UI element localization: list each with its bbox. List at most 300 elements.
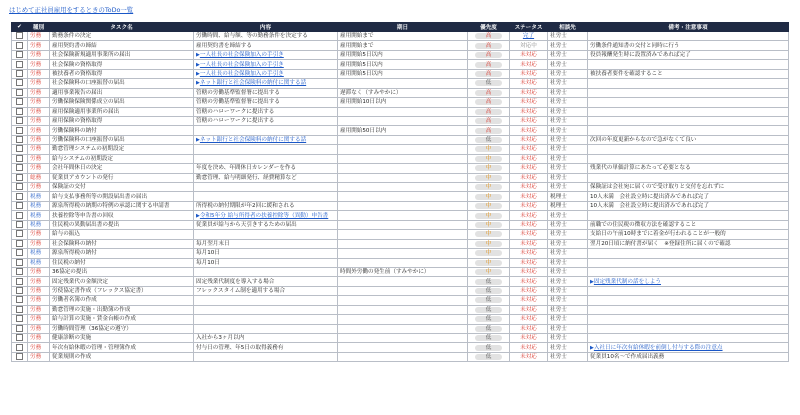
task-cell: 雇用保険適用事業所の届出	[50, 107, 194, 116]
priority-pill[interactable]: 高	[475, 33, 502, 39]
status-cell[interactable]	[510, 41, 548, 50]
content-link[interactable]: 一人社長の社会保険加入の手引き	[199, 61, 284, 68]
priority-cell[interactable]	[468, 296, 510, 305]
checkbox[interactable]	[16, 61, 23, 68]
content-text: 管轄の労働基準監督署に提出する	[196, 99, 280, 106]
checkbox-cell[interactable]	[12, 296, 28, 305]
priority-cell[interactable]	[468, 116, 510, 125]
status-value[interactable]: 未対応	[520, 259, 537, 266]
priority-pill[interactable]: 高	[475, 71, 502, 77]
priority-cell[interactable]	[468, 324, 510, 333]
content-text: 固定残業代制度を導入する場合	[196, 278, 275, 285]
content-link[interactable]: 令和5年分 給与所得者の扶養控除等（異動）申告書	[199, 212, 329, 219]
checkbox-cell[interactable]	[12, 145, 28, 154]
header-row	[12, 23, 789, 32]
contact-cell: 社労士	[548, 211, 588, 220]
checkbox-cell[interactable]	[12, 286, 28, 295]
content-text: 入社から3ヶ月以内	[196, 335, 245, 342]
priority-cell[interactable]	[468, 60, 510, 69]
status-value[interactable]: 未対応	[520, 146, 537, 153]
status-value[interactable]: 未対応	[520, 137, 537, 144]
status-value[interactable]: 未対応	[520, 108, 537, 115]
priority-pill[interactable]: 中	[475, 269, 502, 275]
status-cell[interactable]	[510, 135, 548, 144]
status-value[interactable]: 未対応	[520, 80, 537, 87]
checkbox-cell[interactable]	[12, 201, 28, 210]
category-cell: 労務	[28, 98, 50, 107]
status-cell[interactable]	[510, 239, 548, 248]
table-row	[12, 286, 789, 295]
priority-cell[interactable]	[468, 277, 510, 286]
todo-table	[11, 22, 789, 362]
checkbox[interactable]	[16, 259, 23, 266]
status-value[interactable]: 未対応	[520, 269, 537, 276]
status-value[interactable]: 未対応	[520, 174, 537, 181]
priority-cell[interactable]	[468, 258, 510, 267]
notes-cell	[588, 211, 789, 220]
priority-cell[interactable]	[468, 334, 510, 343]
priority-cell[interactable]	[468, 343, 510, 352]
priority-cell[interactable]	[468, 315, 510, 324]
checkbox-cell[interactable]	[12, 135, 28, 144]
notes-cell	[588, 324, 789, 333]
content-cell	[194, 135, 338, 144]
notes-cell	[588, 135, 789, 144]
status-value[interactable]: 未対応	[520, 212, 537, 219]
notes-cell	[588, 32, 789, 41]
status-value[interactable]: 未対応	[520, 52, 537, 59]
status-value[interactable]: 未対応	[520, 316, 537, 323]
priority-cell[interactable]	[468, 79, 510, 88]
priority-cell[interactable]	[468, 183, 510, 192]
status-value[interactable]: 未対応	[520, 335, 537, 342]
content-link[interactable]: ネット銀行と社会保険料の納付に関する話	[199, 80, 307, 87]
priority-cell[interactable]	[468, 50, 510, 59]
checkbox[interactable]	[16, 164, 23, 171]
status-value[interactable]: 未対応	[520, 118, 537, 125]
checkbox[interactable]	[16, 32, 23, 39]
status-value[interactable]: 未対応	[520, 231, 537, 238]
priority-cell[interactable]	[468, 352, 510, 361]
content-cell	[194, 107, 338, 116]
notes-cell	[588, 352, 789, 361]
content-text: 年度を決め、年間休日カレンダーを作る	[196, 165, 297, 172]
status-value[interactable]: 未対応	[520, 240, 537, 247]
checkbox[interactable]	[16, 202, 23, 209]
task-cell: 被扶養者の資格取得	[50, 69, 194, 78]
checkbox[interactable]	[16, 315, 23, 322]
status-value[interactable]: 未対応	[520, 155, 537, 162]
deadline-cell	[338, 230, 468, 239]
content-text: 毎月10日	[196, 250, 220, 257]
priority-cell[interactable]	[468, 135, 510, 144]
status-cell[interactable]	[510, 286, 548, 295]
notes-cell	[588, 220, 789, 229]
task-cell: 住民税の異動届出書の提出	[50, 220, 194, 229]
checkbox-cell[interactable]	[12, 324, 28, 333]
status-value[interactable]: 未対応	[520, 278, 537, 285]
priority-cell[interactable]	[468, 164, 510, 173]
status-cell[interactable]	[510, 79, 548, 88]
checkbox[interactable]	[16, 183, 23, 190]
status-cell[interactable]	[510, 267, 548, 276]
content-cell	[194, 69, 338, 78]
priority-pill[interactable]: 中	[475, 146, 502, 152]
header-check: ✔	[12, 23, 28, 32]
priority-cell[interactable]	[468, 126, 510, 135]
content-cell	[194, 334, 338, 343]
priority-cell[interactable]	[468, 98, 510, 107]
deadline-cell: 雇用開始5日以内	[338, 50, 468, 59]
checkbox[interactable]	[16, 51, 23, 58]
status-cell[interactable]	[510, 220, 548, 229]
priority-pill[interactable]: 高	[475, 62, 502, 68]
task-cell: 健康診断の実施	[50, 334, 194, 343]
checkbox-cell[interactable]	[12, 164, 28, 173]
status-cell[interactable]	[510, 116, 548, 125]
priority-pill[interactable]: 中	[475, 165, 502, 171]
checkbox-cell[interactable]	[12, 60, 28, 69]
checkbox[interactable]	[16, 155, 23, 162]
deadline-cell	[338, 334, 468, 343]
status-cell[interactable]	[510, 201, 548, 210]
task-cell: 勤怠管理の実施・出勤簿の作成	[50, 305, 194, 314]
priority-pill[interactable]: 中	[475, 194, 502, 200]
checkbox[interactable]	[16, 42, 23, 49]
task-cell: 会社年間休日の決定	[50, 164, 194, 173]
priority-pill[interactable]: 低	[475, 137, 502, 143]
priority-pill[interactable]: 低	[475, 345, 502, 351]
priority-cell[interactable]	[468, 88, 510, 97]
checkbox-cell[interactable]	[12, 343, 28, 352]
checkbox-cell[interactable]	[12, 69, 28, 78]
checkbox[interactable]	[16, 145, 23, 152]
contact-cell: 社労士	[548, 98, 588, 107]
priority-pill[interactable]: 高	[475, 118, 502, 124]
task-cell: 源泉所得税の納期の特例の承認に関する申請書	[50, 201, 194, 210]
status-cell[interactable]	[510, 60, 548, 69]
status-value[interactable]: 未対応	[520, 165, 537, 172]
table-row	[12, 211, 789, 220]
content-link[interactable]: ネット銀行と社会保険料の納付に関する話	[199, 137, 307, 144]
status-value[interactable]: 未対応	[520, 70, 537, 77]
checkbox[interactable]	[16, 127, 23, 134]
notes-cell	[588, 116, 789, 125]
table-row	[12, 258, 789, 267]
checkbox[interactable]	[16, 221, 23, 228]
contact-cell: 社労士	[548, 88, 588, 97]
priority-pill[interactable]: 低	[475, 80, 502, 86]
table-row	[12, 277, 789, 286]
priority-pill[interactable]: 中	[475, 250, 502, 256]
priority-cell[interactable]	[468, 107, 510, 116]
status-cell[interactable]	[510, 126, 548, 135]
status-value[interactable]: 未対応	[520, 250, 537, 257]
checkbox-cell[interactable]	[12, 41, 28, 50]
content-cell	[194, 50, 338, 59]
contact-cell: 社労士	[548, 258, 588, 267]
category-cell: 労務	[28, 107, 50, 116]
notes-cell	[588, 239, 789, 248]
checkbox-cell[interactable]	[12, 173, 28, 182]
checkbox[interactable]	[16, 79, 23, 86]
status-cell[interactable]	[510, 145, 548, 154]
priority-pill[interactable]: 低	[475, 316, 502, 322]
status-cell[interactable]	[510, 50, 548, 59]
checkbox-cell[interactable]	[12, 305, 28, 314]
priority-cell[interactable]	[468, 267, 510, 276]
status-value[interactable]: 未対応	[520, 325, 537, 332]
priority-pill[interactable]: 中	[475, 260, 502, 266]
category-cell: 労務	[28, 135, 50, 144]
priority-cell[interactable]	[468, 41, 510, 50]
checkbox-cell[interactable]	[12, 230, 28, 239]
checkbox-cell[interactable]	[12, 277, 28, 286]
category-cell: 税務	[28, 201, 50, 210]
table-row	[12, 126, 789, 135]
priority-pill[interactable]: 高	[475, 99, 502, 105]
checkbox[interactable]	[16, 108, 23, 115]
checkbox-cell[interactable]	[12, 249, 28, 258]
priority-cell[interactable]	[468, 230, 510, 239]
content-cell	[194, 154, 338, 163]
deadline-cell	[338, 315, 468, 324]
status-cell[interactable]	[510, 173, 548, 182]
checkbox[interactable]	[16, 193, 23, 200]
task-cell: 勤務条件の決定	[50, 32, 194, 41]
status-cell[interactable]	[510, 352, 548, 361]
checkbox[interactable]	[16, 70, 23, 77]
priority-pill[interactable]: 高	[475, 90, 502, 96]
checkbox-cell[interactable]	[12, 211, 28, 220]
status-cell[interactable]	[510, 69, 548, 78]
priority-cell[interactable]	[468, 154, 510, 163]
task-cell: 給与支払事務所等の開設届出書の届出	[50, 192, 194, 201]
status-cell[interactable]	[510, 315, 548, 324]
status-cell[interactable]	[510, 230, 548, 239]
status-value[interactable]: 未対応	[520, 99, 537, 106]
priority-cell[interactable]	[468, 211, 510, 220]
status-value[interactable]: 未対応	[520, 89, 537, 96]
status-cell[interactable]	[510, 249, 548, 258]
deadline-cell	[338, 239, 468, 248]
notes-text: 10人未満 会社設立時に提出済みであれば完了	[590, 203, 709, 210]
priority-pill[interactable]: 高	[475, 109, 502, 115]
status-cell[interactable]	[510, 32, 548, 41]
category-cell: 労務	[28, 41, 50, 50]
checkbox[interactable]	[16, 212, 23, 219]
notes-cell	[588, 88, 789, 97]
checkbox-cell[interactable]	[12, 315, 28, 324]
priority-cell[interactable]	[468, 239, 510, 248]
priority-cell[interactable]	[468, 145, 510, 154]
category-cell: 労務	[28, 352, 50, 361]
priority-pill[interactable]: 低	[475, 307, 502, 313]
priority-cell[interactable]	[468, 286, 510, 295]
checkbox-cell[interactable]	[12, 79, 28, 88]
checkbox-cell[interactable]	[12, 126, 28, 135]
task-cell: 雇用保険の資格取得	[50, 116, 194, 125]
status-cell[interactable]	[510, 98, 548, 107]
deadline-cell	[338, 145, 468, 154]
checkbox[interactable]	[16, 117, 23, 124]
notes-link[interactable]: 入社日に年次有給休暇を前倒し付与する際の注意点	[593, 344, 723, 351]
status-value[interactable]: 未対応	[520, 184, 537, 191]
checkbox-cell[interactable]	[12, 116, 28, 125]
task-cell: 扶養控除等申告書の回収	[50, 211, 194, 220]
checkbox[interactable]	[16, 287, 23, 294]
priority-pill[interactable]: 中	[475, 213, 502, 219]
notes-cell	[588, 258, 789, 267]
priority-pill[interactable]: 中	[475, 156, 502, 162]
status-value[interactable]: 未対応	[520, 354, 537, 361]
checkbox-cell[interactable]	[12, 50, 28, 59]
status-cell[interactable]	[510, 192, 548, 201]
checkbox-cell[interactable]	[12, 88, 28, 97]
priority-pill[interactable]: 低	[475, 354, 502, 360]
priority-pill[interactable]: 高	[475, 52, 502, 58]
status-cell[interactable]	[510, 211, 548, 220]
table-row	[12, 79, 789, 88]
status-value[interactable]: 未対応	[520, 344, 537, 351]
status-cell[interactable]	[510, 107, 548, 116]
checkbox-cell[interactable]	[12, 183, 28, 192]
priority-cell[interactable]	[468, 201, 510, 210]
checkbox[interactable]	[16, 98, 23, 105]
checkbox[interactable]	[16, 325, 23, 332]
priority-pill[interactable]: 中	[475, 222, 502, 228]
deadline-cell	[338, 211, 468, 220]
priority-cell[interactable]	[468, 173, 510, 182]
checkbox-cell[interactable]	[12, 192, 28, 201]
checkbox[interactable]	[16, 296, 23, 303]
priority-pill[interactable]: 低	[475, 335, 502, 341]
priority-pill[interactable]: 高	[475, 43, 502, 49]
checkbox[interactable]	[16, 89, 23, 96]
priority-pill[interactable]: 中	[475, 203, 502, 209]
checkbox-cell[interactable]	[12, 267, 28, 276]
status-value[interactable]: 対応中	[520, 42, 537, 49]
status-cell[interactable]	[510, 258, 548, 267]
contact-cell: 社労士	[548, 135, 588, 144]
checkbox[interactable]	[16, 353, 23, 360]
status-cell[interactable]	[510, 277, 548, 286]
status-cell[interactable]	[510, 154, 548, 163]
content-link[interactable]: 一人社長の社会保険加入の手引き	[199, 70, 284, 77]
content-cell	[194, 164, 338, 173]
checkbox-cell[interactable]	[12, 352, 28, 361]
priority-pill[interactable]: 低	[475, 288, 502, 294]
checkbox[interactable]	[16, 334, 23, 341]
checkbox-cell[interactable]	[12, 32, 28, 41]
checkbox-cell[interactable]	[12, 334, 28, 343]
priority-pill[interactable]: 低	[475, 297, 502, 303]
status-value[interactable]: 未対応	[520, 306, 537, 313]
checkbox[interactable]	[16, 306, 23, 313]
status-cell[interactable]	[510, 324, 548, 333]
status-cell[interactable]	[510, 183, 548, 192]
checkbox-cell[interactable]	[12, 107, 28, 116]
priority-cell[interactable]	[468, 192, 510, 201]
priority-pill[interactable]: 低	[475, 279, 502, 285]
deadline-cell	[338, 107, 468, 116]
checkbox[interactable]	[16, 268, 23, 275]
priority-pill[interactable]: 中	[475, 184, 502, 190]
status-value[interactable]: 未対応	[520, 61, 537, 68]
checkbox[interactable]	[16, 174, 23, 181]
table-row	[12, 192, 789, 201]
status-value[interactable]: 未対応	[520, 127, 537, 134]
checkbox[interactable]	[16, 344, 23, 351]
deadline-cell	[338, 192, 468, 201]
checkbox-cell[interactable]	[12, 220, 28, 229]
content-text: フレックスタイム制を適用する場合	[196, 288, 286, 295]
status-cell[interactable]	[510, 296, 548, 305]
priority-cell[interactable]	[468, 220, 510, 229]
category-cell: 税務	[28, 211, 50, 220]
deadline-cell	[338, 135, 468, 144]
priority-cell[interactable]	[468, 305, 510, 314]
deadline-cell	[338, 352, 468, 361]
category-cell: 労務	[28, 267, 50, 276]
contact-cell: 社労士	[548, 324, 588, 333]
checkbox[interactable]	[16, 240, 23, 247]
notes-cell	[588, 145, 789, 154]
status-cell[interactable]	[510, 88, 548, 97]
status-value[interactable]: 未対応	[520, 288, 537, 295]
status-value[interactable]: 未対応	[520, 203, 537, 210]
content-cell	[194, 98, 338, 107]
priority-pill[interactable]: 低	[475, 326, 502, 332]
status-value[interactable]: 未対応	[520, 221, 537, 228]
link-arrow-icon: ▶	[196, 52, 200, 59]
priority-cell[interactable]	[468, 32, 510, 41]
priority-cell[interactable]	[468, 69, 510, 78]
priority-pill[interactable]: 中	[475, 241, 502, 247]
checkbox-cell[interactable]	[12, 258, 28, 267]
checkbox[interactable]	[16, 136, 23, 143]
status-value[interactable]: 未対応	[520, 193, 537, 200]
checkbox-cell[interactable]	[12, 98, 28, 107]
priority-cell[interactable]	[468, 249, 510, 258]
notes-cell	[588, 249, 789, 258]
status-cell[interactable]	[510, 164, 548, 173]
deadline-cell: 雇用開始10日以内	[338, 98, 468, 107]
status-cell[interactable]	[510, 343, 548, 352]
page-title-link[interactable]: はじめて正社員雇用をするときのToDo一覧	[9, 6, 134, 14]
priority-pill[interactable]: 中	[475, 231, 502, 237]
status-value[interactable]: 完了	[522, 33, 535, 40]
status-cell[interactable]	[510, 305, 548, 314]
notes-link[interactable]: 固定残業代制の話をしよう	[593, 278, 661, 285]
priority-pill[interactable]: 高	[475, 128, 502, 134]
checkbox[interactable]	[16, 230, 23, 237]
checkbox[interactable]	[16, 278, 23, 285]
content-link[interactable]: 一人社長の社会保険加入の手引き	[199, 52, 284, 59]
checkbox-cell[interactable]	[12, 239, 28, 248]
priority-pill[interactable]: 中	[475, 175, 502, 181]
link-arrow-icon: ▶	[590, 278, 594, 285]
notes-text: 10人未満 会社設立時に提出済みであれば完了	[590, 193, 709, 200]
checkbox[interactable]	[16, 249, 23, 256]
content-cell	[194, 145, 338, 154]
notes-text: 前職での住民税の徴収方法を確認すること	[590, 221, 697, 228]
status-value[interactable]: 未対応	[520, 297, 537, 304]
status-cell[interactable]	[510, 334, 548, 343]
checkbox-cell[interactable]	[12, 154, 28, 163]
notes-text: 翌月20日頃に納付書が届く ※登録住所に届くので確認	[590, 240, 731, 247]
deadline-cell	[338, 305, 468, 314]
